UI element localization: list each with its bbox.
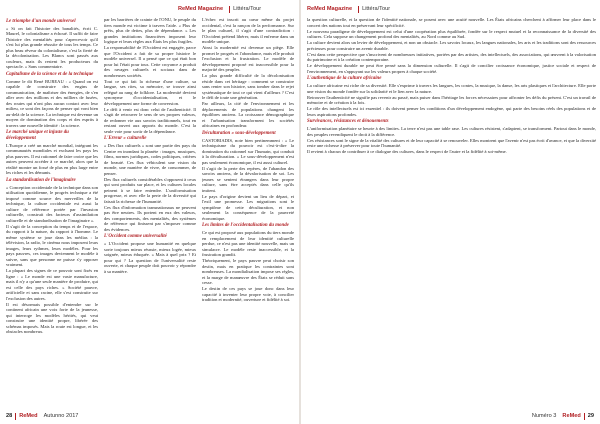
section-heading: Capitalisme de la science et de la technique — [6, 71, 94, 77]
header-section: Littéra/Tour — [362, 6, 391, 12]
section-heading: Le triomphe d'un monde universel — [6, 19, 76, 24]
left-column-1 — [6, 17, 98, 409]
paragraph: Il s'agit de la perte des repères, de l'abandon des savoirs anciens, de la dévalorisation de soi. Les jeunes se sentent étrangers dans leur propre culture, sans être acceptés dans celle qu'ils imitent. — [202, 165, 294, 193]
paragraph: Ces résistances sont le signe de la vitalité des cultures et de leur capacité à se renouveler. Elles montrent que l'avenir n'est pas écrit d'avance, et que la diversité reste une richesse à préserver pour toute l'humanité. — [307, 137, 596, 149]
paragraph: C'est dans cette perspective que s'inscrivent de nombreuses initiatives, portées par des artistes, des intellectuels, des associations, qui œuvrent à la valorisation du patrimoine et à la création contemporaine. — [307, 51, 596, 63]
footer-divider — [584, 413, 585, 420]
section-heading: L'Occident comme universalité — [104, 234, 167, 240]
header-divider — [229, 6, 230, 13]
section-heading: Déculturation » sous-développement — [202, 130, 276, 136]
footer-magazine: ReMed — [19, 413, 38, 419]
section-heading: Survivances, résistances et dénouements — [307, 119, 389, 125]
paragraph: La culture africaine est riche de sa diversité. Elle s'exprime à travers les langues, les contes, la musique, la danse, les arts plastiques et l'architecture. Elle porte une vision du monde fondée sur la solidarité et le lien avec la nature. — [307, 83, 596, 94]
footer-magazine: ReMed — [562, 413, 581, 419]
paragraph: L'échec est inscrit au cœur même du projet occidental, c'est la rançon de la performance. Sur le plan culturel, il s'agit d'une contradiction : l'Occident prétend libérer, mais il enferme dans un modèle unique. — [202, 17, 294, 44]
section-heading: L'authentique de la culture africaine — [307, 76, 382, 82]
paragraph: Le nouveau paradigme de développement est celui d'une coopération plus équilibrée, fondée sur le respect mutuel et la reconnaissance de la diversité des cultures. Cela suppose un changement profond des mentalités, au Nord comme au Sud. — [307, 28, 596, 40]
paragraph: Le défi à venir est donc celui de l'authenticité. Il s'agit de retrouver le sens de ses propres valeurs, de redonner vie aux savoirs traditionnels, tout en restant ouvert aux apports du monde. C'est la seule voie pour sortir de la dépendance. — [104, 106, 196, 134]
header-magazine: ReMed Magazine — [178, 6, 224, 12]
right-page-number: 29 — [587, 413, 594, 419]
paragraph: la question culturelle, et la question de l'identité nationale, se posent avec une acuité nouvelle. Les États africains cherchent à affirmer leur place dans le concert des nations tout en préservant leur spécificité. — [307, 17, 596, 28]
paragraph: CASTORIADIS, note bien pertinemment : « Le techniquisme du pouvoir est c'est-à-dire la domination du rationnel sur l'humain, qui conduit à la déculturation. » Le sous-développement n'est pas seulement économique, il est aussi culturel. — [202, 137, 294, 165]
paragraph: Comme le dit René BUREAU : « Quand on est capable de construire des engins de communication, de maîtriser des énergies, de s'en aller avec des millions et des milliers de fusées, des routes qui n'ont plus aucun contact avec leur milieu, ce sont des façons de penser qui vont bien au-delà de la science. La technique est devenue un moyen de domination des corps et des esprits à travers une nouvelle identité : la science. — [6, 78, 98, 128]
right-footer — [532, 411, 594, 421]
right-running-header — [307, 4, 390, 14]
paragraph: Le pays d'origine devient un lieu de départ, et l'exil une promesse. Les migrations sont le symptôme de cette déculturation, et non seulement la conséquence de la pauvreté économique. — [202, 193, 294, 221]
paragraph: Le développement durable ne peut être pensé sans la dimension culturelle. Il s'agit de concilier croissance économique, justice sociale et respect de l'environnement, en s'appuyant sur les valeurs propres à chaque société. — [307, 63, 596, 74]
paragraph: Il revient à chacun de contribuer à ce dialogue des cultures, dans le respect de l'autre et la fidélité à soi-même. — [307, 149, 507, 155]
paragraph: par les barrières de crainte de l'ONU, le peuple du tiers monde est victime à travers l'aide. « Plus de prêts, plus de dettes, plus de dépendance. » Les grandes institutions financières imposent leur logique et leurs règles aux États les plus fragiles. — [104, 17, 196, 44]
paragraph: Des flux culturels considérables s'opposent à ceux qui sont produits sur place, et les cultures locales peinent à se faire entendre. L'uniformisation progresse, et avec elle la perte de la diversité qui faisait la richesse de l'humanité. — [104, 176, 196, 204]
section-heading: La standardisation de l'imaginaire — [6, 177, 76, 183]
section-heading: L'Erreur » culturelle — [104, 136, 147, 142]
paragraph: « Si on fait l'histoire des banalités, écrit C. Maurel, le colonialisme a échoué. Il suffit de faire l'histoire des mentalités pour s'apercevoir qu'il s'est lui plus grande réussite de tous les temps. Ce plus beau rêveur du colonialisme, c'est la fierté de la décolonisation. Les Blancs sont passés aux couleurs, mais ils restent les producteurs du spectacle. » Sans commentaire. — [6, 25, 98, 70]
paragraph: La plus grande difficulté de la décolonisation réside dans cet héritage : comment se construire sans renier son histoire, sans tomber dans le rejet systématique de tout ce qui vient d'ailleurs ? C'est le défi de toute une génération. — [202, 73, 294, 101]
paragraph: Il s'agit de la conception du temps et de l'espace, du rapport à la nature, du rapport à l'homme. Le même système se joue dans les médias : la télévision, la radio, le cinéma nous imposent leurs images, leurs rythmes, leurs modèles. Pour les pays pauvres, ces images deviennent le modèle à suivre, sans que personne ne puisse s'y opposer vraiment. — [6, 223, 98, 268]
paragraph: « Des flux culturels » sont une partie des pays du Centre en inondant la planète : images, musiques, films, normes juridiques, codes politiques, critères de beauté. Ces flux véhiculent une vision du monde, une manière de vivre, de consommer, de penser. — [104, 143, 196, 176]
paragraph: La culture devient alors un levier de développement, et non un obstacle. Les savoirs locaux, les langues nationales, les arts et les traditions sont des ressources précieuses pour construire un avenir durable. — [307, 40, 596, 51]
section-heading: Les limites de l'occidentalisation du monde — [202, 223, 289, 229]
paragraph: Il est désormais possible d'entendre sur le continent africain une voix forte de la jeunesse, qui interroge les modèles hérités, qui veut construire une identité propre, libérée des schémas imposés. Mais la route est longue, et les obstacles nombreux. — [6, 301, 98, 335]
paragraph: Le destin de ces pays se joue donc dans leur capacité à inventer leur propre voie, à concilier tradition et modernité, ouverture et fidélité à soi. — [202, 286, 294, 303]
left-footer — [6, 411, 78, 421]
right-columns — [307, 17, 596, 409]
paragraph: Ce qui est proposé aux populations du tiers monde en remplacement de leur identité culturelle perdue, ce n'est pas une identité nouvelle, mais un simulacre. Le modèle reste inaccessible, et la frustration grandit. — [202, 230, 294, 258]
section-heading: Le marché unique et injuste du développement — [6, 130, 69, 142]
left-page-number: 28 — [6, 413, 13, 419]
paragraph: La responsabilité de l'Occident est engagée, parce que l'Occident a fait de sa propre histoire le modèle universel. Il a pensé que ce qui était bon pour lui l'était pour tous. Cette croyance a produit des ravages culturels et sociaux dans de nombreuses sociétés. — [104, 45, 196, 78]
paragraph: Tout ce qui fait la richesse d'une culture, sa langue, ses rites, sa mémoire, se trouve ainsi relégué au rang de folklore. La modernité devient synonyme d'occidentalisation, et le développement une forme de conversion. — [104, 78, 196, 106]
right-page — [301, 0, 600, 424]
paragraph: L'Europe a créé un marché mondial, intégrant les communautés mondiales et excluant les pays les plus pauvres. Il est rationnel de faire croire que les autres peuvent accéder à ce marché, alors que la réalité montre un fossé de plus en plus large entre les riches et les démunis. — [6, 142, 98, 176]
left-column-3 — [202, 17, 294, 409]
right-column-1 — [307, 17, 596, 409]
paragraph: Ces flux d'information transnationaux ne peuvent pas être neutres. Ils portent en eux des valeurs, des comportements, des mentalités, des systèmes de référence qui finissent par s'imposer comme des évidences. — [104, 204, 196, 232]
header-magazine: ReMed Magazine — [307, 6, 353, 12]
paragraph: Par ailleurs, la cité de l'environnement et les déplacements de populations changent les équilibres anciens. La croissance démographique et l'urbanisation transforment les sociétés africaines en profondeur. — [202, 101, 294, 129]
paragraph: Retrouver l'authenticité ne signifie pas revenir au passé, mais puiser dans l'héritage les forces nécessaires pour affronter les défis du présent. C'est un travail de mémoire et de création à la fois. — [307, 94, 596, 106]
footer-issue: Numéro 3 — [531, 413, 557, 419]
paragraph: « Conception occidentale de la technique dans son utilisation quotidienne, le progrès technique a été imposé comme source des merveilles de la technique, la culture occidentale est aussi la culture de référence portée par l'invasion culturelle, construit des facteurs d'assimilation culturelle et de standardisation de l'imaginaire ». — [6, 184, 98, 223]
left-page — [0, 0, 299, 424]
paragraph: Ainsi la modernité est devenue un piège. Elle promet le progrès et l'abondance, mais elle produit l'exclusion et la frustration. Le modèle de développement proposé est inaccessible pour la majorité des peuples. — [202, 45, 294, 73]
footer-divider — [15, 413, 16, 420]
left-running-header — [178, 4, 261, 14]
left-columns — [6, 17, 294, 409]
paragraph: « L'Occident propose une humanité en quelque sorte toujours mieux réussie, mieux logée, mieux soignée, mieux éduquée. » Mais à quel prix ? Et pour qui ? La question de l'universalité reste ouverte, et chaque peuple doit pouvoir y répondre à sa manière. — [104, 241, 196, 274]
footer-issue: Autunno 2017 — [43, 413, 79, 419]
header-divider — [358, 6, 359, 13]
left-column-2 — [104, 17, 196, 409]
paragraph: Le rôle des intellectuels est ici essentiel : ils doivent penser les conditions d'un développement endogène, qui parte des besoins réels des populations et de leurs aspirations profondes. — [307, 106, 596, 117]
paragraph: Théoriquement, le pays pauvre peut choisir son destin, mais en pratique les contraintes sont nombreuses. La mondialisation impose ses règles, et la marge de manœuvre des États se réduit sans cesse. — [202, 258, 294, 286]
header-section: Littéra/Tour — [233, 6, 262, 12]
paragraph: L'uniformisation planétaire se heurte à des limites. La terre n'est pas une table rase. Les cultures résistent, s'adaptent, se transforment. Partout dans le monde, des peuples revendiquent le droit à la différence. — [307, 126, 596, 137]
paragraph: La plupart des signes de ce pouvoir sont fixés en ligne : « Le monde est une vaste manufacture, mais il n'y a qu'une seule manière de produire, qui est celle des pays riches. » Société pauvre, artificielle et sans racine, elle s'est construite sur l'exclusion des autres. — [6, 268, 98, 301]
